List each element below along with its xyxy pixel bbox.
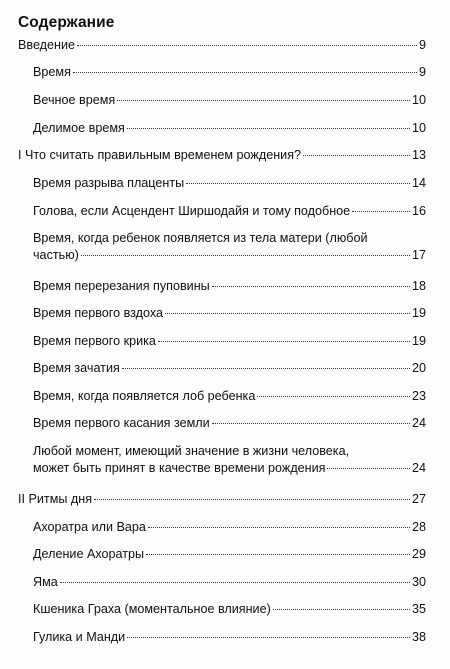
toc-entry-title: Время зачатия [33, 361, 120, 375]
toc-entry-title: Время [33, 65, 71, 79]
toc-heading: Содержание [18, 14, 115, 31]
toc-entry-title: Время перерезания пуповины [33, 279, 210, 293]
dot-leader [158, 341, 410, 342]
toc-entry-title: Время, когда появляется лоб ребенка [33, 389, 256, 403]
toc-entry [0, 203, 426, 220]
toc-entry-page: 27 [411, 492, 426, 506]
toc-entry [0, 305, 426, 322]
toc-entry-title: Кшеника Граха (моментальное влияние) [33, 602, 271, 616]
toc-entry-page: 19 [411, 334, 426, 348]
toc-entry-page: 24 [411, 461, 426, 475]
toc-entry [0, 443, 426, 477]
dot-leader [257, 396, 410, 397]
toc-entry-title: I Что считать правильным временем рождения? [18, 148, 302, 162]
toc-entry [0, 601, 426, 618]
toc-entry-page: 38 [411, 630, 426, 644]
dot-leader [327, 468, 410, 469]
dot-leader [148, 527, 410, 528]
toc-entry [0, 415, 426, 432]
toc-entry-page: 29 [411, 547, 426, 561]
toc-entry-title: Яма [33, 575, 58, 589]
dot-leader [60, 582, 410, 583]
toc-entry-title: Время первого крика [33, 334, 156, 348]
toc-entry [0, 629, 426, 646]
toc-entry-title: Время разрыва плаценты [33, 176, 185, 190]
toc-entry-title: частью) [33, 248, 79, 262]
toc-entry-page: 9 [418, 38, 426, 52]
toc-entry-title-line: Время, когда ребенок появляется из тела матери (любой [33, 231, 368, 245]
dot-leader [94, 499, 410, 500]
dot-leader [127, 637, 410, 638]
toc-entry-page: 16 [411, 204, 426, 218]
toc-entry [0, 388, 426, 405]
toc-entry-title: Время первого вздоха [33, 306, 164, 320]
toc-entry-page: 35 [411, 602, 426, 616]
toc-entry [0, 546, 426, 563]
dot-leader [352, 211, 410, 212]
toc-entry-page: 13 [411, 148, 426, 162]
toc-entry [0, 120, 426, 137]
dot-leader [146, 554, 410, 555]
toc-entry [0, 230, 426, 264]
dot-leader [117, 100, 410, 101]
dot-leader [81, 255, 410, 256]
dot-leader [77, 45, 417, 46]
dot-leader [212, 286, 410, 287]
toc-entry-title: Голова, если Асцендент Ширшодайя и тому подобное [33, 204, 351, 218]
toc-entry-page: 20 [411, 361, 426, 375]
toc-entry [0, 333, 426, 350]
toc-entry [0, 278, 426, 295]
toc-entry [0, 64, 426, 81]
toc-entry-page: 18 [411, 279, 426, 293]
dot-leader [165, 313, 410, 314]
toc-entry-title: Делимое время [33, 121, 125, 135]
toc-entry [0, 519, 426, 536]
toc-entry-title: Введение [18, 38, 76, 52]
dot-leader [212, 423, 410, 424]
toc-entry [0, 360, 426, 377]
dot-leader [186, 183, 410, 184]
toc-entry-page: 9 [418, 65, 426, 79]
dot-leader [122, 368, 410, 369]
toc-entry-page: 30 [411, 575, 426, 589]
toc-entry-page: 24 [411, 416, 426, 430]
toc-entry-title: Деление Ахоратры [33, 547, 145, 561]
toc-entry [0, 37, 426, 54]
toc-entry-title: Вечное время [33, 93, 116, 107]
toc-entry-page: 28 [411, 520, 426, 534]
toc-entry-title: Время первого касания земли [33, 416, 210, 430]
dot-leader [127, 128, 410, 129]
toc-entry [0, 491, 426, 508]
toc-entry-page: 17 [411, 248, 426, 262]
toc-entry-title-line: Любой момент, имеющий значение в жизни человека, [33, 444, 350, 458]
toc-entry-title: II Ритмы дня [18, 492, 93, 506]
toc-entry-page: 19 [411, 306, 426, 320]
toc-entry-page: 23 [411, 389, 426, 403]
toc-entry-title: может быть принят в качестве времени рождения [33, 461, 326, 475]
toc-entry [0, 92, 426, 109]
dot-leader [73, 72, 417, 73]
toc-entry [0, 147, 426, 164]
toc-entry-page: 14 [411, 176, 426, 190]
toc-entry-page: 10 [411, 121, 426, 135]
toc-entry [0, 175, 426, 192]
toc-entry [0, 574, 426, 591]
dot-leader [273, 609, 410, 610]
toc-entry-title: Гулика и Манди [33, 630, 126, 644]
toc-entry-page: 10 [411, 93, 426, 107]
dot-leader [303, 155, 410, 156]
toc-entry-title: Ахоратра или Вара [33, 520, 146, 534]
